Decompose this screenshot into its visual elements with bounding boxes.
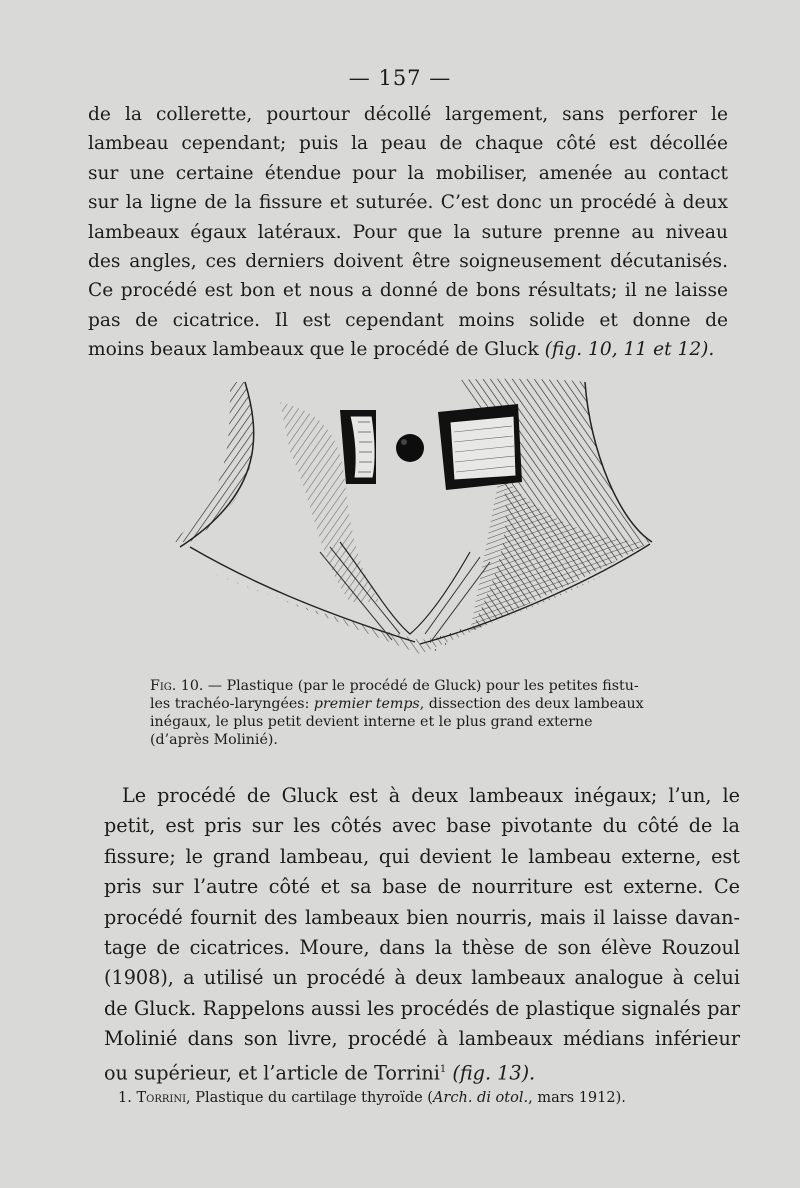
caption-text: — Plastique (par le procédé de Gluck) pour les petites fistu- [203,678,639,694]
text-line: de la collerette, pourtour décollé largement, sans perforer le [88,104,728,125]
footnote-journal: Arch. di otol. [432,1090,529,1106]
footnote [118,1090,718,1106]
text-line: lambeaux égaux latéraux. Pour que la suture prenne au niveau [88,221,728,243]
text-line: Molinié dans son livre, procédé à lambeaux médians inférieur [104,1027,740,1051]
text-line: lambeau cependant; puis la peau de chaque côté est décollée [88,133,728,155]
large-flap [438,404,522,490]
paragraph-2 [104,781,740,1088]
figure-caption [150,677,700,749]
small-flap [340,410,376,484]
text-line-last [104,1055,740,1089]
caption-line [150,695,700,713]
caption-line: inégaux, le plus petit devient interne et le plus grand externe [150,714,593,730]
text-line: Ce procédé est bon et nous a donné de bons résultats; il ne laisse [88,280,728,302]
footnote-number: 1. [118,1090,132,1106]
figure-reference: (fig. 13). [452,1061,536,1085]
text-line: pris sur l’autre côté et sa base de nourriture est externe. Ce [104,875,740,899]
text-line: de Gluck. Rappelons aussi les procédés de plastique signalés par [104,996,740,1020]
page-number: — 157 — [348,66,452,90]
text-line: tage de cicatrices. Moure, dans la thèse de son élève Rouzoul [104,936,740,960]
fistula-hole [396,434,424,462]
footnote-author: Torrini [136,1090,187,1106]
surgical-illustration [170,372,660,662]
text-line: des angles, ces derniers doivent être soigneusement décutanisés. [88,251,728,273]
text-line: petit, est pris sur les côtés avec base pivotante du côté de la [104,814,740,838]
text-line-last-text: ou supérieur, et l’article de Torrini [104,1061,440,1085]
left-neck-shading [170,382,254,542]
footnote-text: , Plastique du cartilage thyroïde ( [186,1090,433,1106]
text-line: Le procédé de Gluck est à deux lambeaux inégaux; l’un, le [122,784,740,807]
footnote-date: , mars 1912). [528,1090,626,1106]
text-line: pas de cicatrice. Il est cependant moins solide et donne de [88,309,728,331]
caption-text: les trachéo-laryngées: [150,696,314,712]
text-line: fissure; le grand lambeau, qui devient le lambeau externe, est [104,844,740,868]
caption-italic: premier temps [313,696,420,712]
text-line: sur la ligne de la fissure et suturée. C’est donc un procédé à deux [88,192,728,214]
text-line-last [88,335,728,364]
lower-fold-left [190,547,415,642]
footnote-marker: 1 [439,1063,447,1075]
text-line: sur une certaine étendue pour la mobiliser, amenée au contact [88,162,728,184]
text-line-last-text: moins beaux lambeaux que le procédé de Gluck [88,339,539,361]
paragraph-1 [88,100,728,365]
caption-text: , dissection des deux lambeaux [419,696,644,712]
caption-label: Fig. 10. [150,678,204,694]
figure-reference: (fig. 10, 11 et 12). [544,339,715,361]
text-line: procédé fournit des lambeaux bien nourris, mais il laisse davan- [104,905,740,929]
caption-line [150,677,700,695]
caption-line: (d’après Molinié). [150,732,278,748]
text-line: (1908), a utilisé un procédé à deux lambeaux analogue à celui [104,966,740,990]
